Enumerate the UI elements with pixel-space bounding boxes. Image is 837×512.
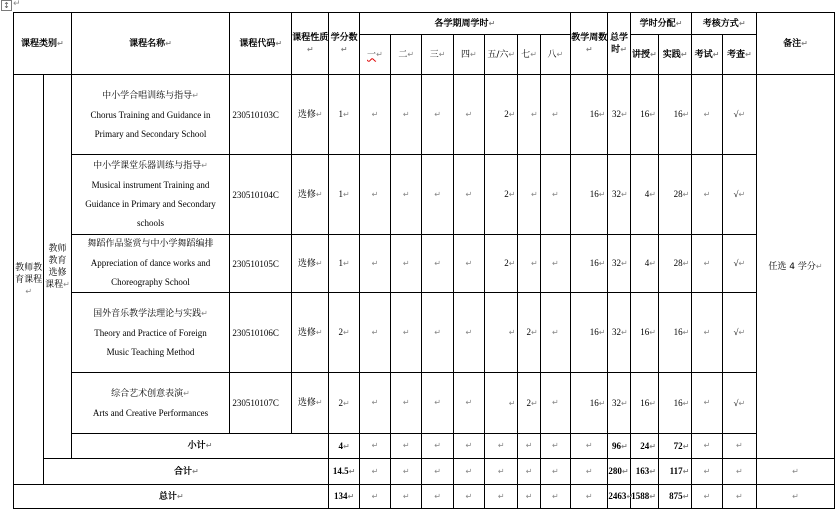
header-semester-8: 八↵ xyxy=(540,35,570,75)
subtotal-practice: 72↵ xyxy=(658,434,691,459)
exam-cell: ↵ xyxy=(692,434,722,459)
sem2-cell: ↵ xyxy=(391,459,422,485)
header-teaching-weeks: 教学周数↵ xyxy=(571,13,608,75)
header-lecture: 讲授↵ xyxy=(630,35,658,75)
check-cell: √↵ xyxy=(722,293,756,373)
check-cell: ↵ xyxy=(722,459,756,485)
course-table xyxy=(13,12,835,509)
sem3-cell: ↵ xyxy=(422,485,453,509)
grand-total-credits: 134↵ xyxy=(329,485,359,509)
sem8-cell: ↵ xyxy=(540,235,570,293)
total-credits: 14.5↵ xyxy=(329,459,359,485)
header-row-1 xyxy=(14,13,835,35)
check-cell: √↵ xyxy=(722,75,756,155)
header-semester-4: 四↵ xyxy=(453,35,484,75)
weeks-cell: 16↵ xyxy=(571,293,608,373)
sem7-cell: ↵ xyxy=(518,235,540,293)
header-course-code: 课程代码↵ xyxy=(230,13,292,75)
exam-cell: ↵ xyxy=(692,373,722,434)
course-code-cell: 230510105C xyxy=(230,235,292,293)
course-nature-cell: 选修↵ xyxy=(292,373,329,434)
check-cell: √↵ xyxy=(722,373,756,434)
sem3-cell: ↵ xyxy=(422,75,453,155)
sem56-cell: ↵ xyxy=(485,485,518,509)
subtotal-row xyxy=(14,434,835,459)
total-total-hours: 280↵ xyxy=(608,459,630,485)
sem2-cell: ↵ xyxy=(391,75,422,155)
header-semester-3: 三↵ xyxy=(422,35,453,75)
sem2-cell: ↵ xyxy=(391,373,422,434)
practice-cell: 16↵ xyxy=(658,373,691,434)
course-nature-cell: 选修↵ xyxy=(292,293,329,373)
sem4-cell: ↵ xyxy=(453,434,484,459)
header-check: 考查↵ xyxy=(722,35,756,75)
lecture-cell: 16↵ xyxy=(630,293,658,373)
exam-cell: ↵ xyxy=(692,235,722,293)
sem4-cell: ↵ xyxy=(453,75,484,155)
header-semester-1: 一↵ xyxy=(359,35,390,75)
sem7-cell: ↵ xyxy=(518,485,540,509)
course-code-cell: 230510103C xyxy=(230,75,292,155)
grand-total-hours: 2463↵ xyxy=(608,485,630,509)
course-name-cell: 国外音乐教学法理论与实践↵ Theory and Practice of Foreign Music Teaching Method xyxy=(71,293,230,373)
weeks-cell: ↵ xyxy=(571,485,608,509)
weeks-cell: ↵ xyxy=(571,459,608,485)
sem56-cell: ↵ xyxy=(485,434,518,459)
sem4-cell: ↵ xyxy=(453,293,484,373)
sem3-cell: ↵ xyxy=(422,434,453,459)
sem2-cell: ↵ xyxy=(391,235,422,293)
lecture-cell: 16↵ xyxy=(630,75,658,155)
lecture-cell: 4↵ xyxy=(630,235,658,293)
sem8-cell: ↵ xyxy=(540,155,570,235)
sem3-cell: ↵ xyxy=(422,155,453,235)
credits-cell: 1↵ xyxy=(329,75,359,155)
header-practice: 实践↵ xyxy=(658,35,691,75)
header-course-name: 课程名称↵ xyxy=(71,13,230,75)
header-remarks: 备注↵ xyxy=(757,13,835,75)
sem56-cell: 2↵ xyxy=(485,75,518,155)
course-code-cell: 230510106C xyxy=(230,293,292,373)
table-row xyxy=(14,373,835,434)
paragraph-mark: ↵ xyxy=(13,0,21,9)
course-code-cell: 230510104C xyxy=(230,155,292,235)
credits-cell: 1↵ xyxy=(329,235,359,293)
header-semester-2: 二↵ xyxy=(391,35,422,75)
grand-total-lecture: 1588↵ xyxy=(630,485,658,509)
sem7-cell: 2↵ xyxy=(518,293,540,373)
subtotal-total-hours: 96↵ xyxy=(608,434,630,459)
weeks-cell: 16↵ xyxy=(571,235,608,293)
sem8-cell: ↵ xyxy=(540,434,570,459)
sem3-cell: ↵ xyxy=(422,373,453,434)
sem7-cell: 2↵ xyxy=(518,373,540,434)
exam-cell: ↵ xyxy=(692,75,722,155)
lecture-cell: 4↵ xyxy=(630,155,658,235)
header-category: 课程类别↵ xyxy=(14,13,72,75)
sem1-cell: ↵ xyxy=(359,235,390,293)
header-semester-7: 七↵ xyxy=(518,35,540,75)
course-name-cell: 舞蹈作品鉴赏与中小学舞蹈编排 Appreciation of dance works and Choreography School xyxy=(71,235,230,293)
total-row xyxy=(14,459,835,485)
total-hours-cell: 32↵ xyxy=(608,155,630,235)
sem8-cell: ↵ xyxy=(540,373,570,434)
sem8-cell: ↵ xyxy=(540,459,570,485)
sem56-cell: 2↵ xyxy=(485,235,518,293)
sem1-cell: ↵ xyxy=(359,155,390,235)
sem2-cell: ↵ xyxy=(391,434,422,459)
subtotal-label: 小计↵ xyxy=(71,434,329,459)
subtotal-lecture: 24↵ xyxy=(630,434,658,459)
total-lecture: 163↵ xyxy=(630,459,658,485)
check-cell: ↵ xyxy=(722,485,756,509)
sem1-cell: ↵ xyxy=(359,459,390,485)
weeks-cell: 16↵ xyxy=(571,373,608,434)
sem56-cell: 2↵ xyxy=(485,155,518,235)
sem7-cell: ↵ xyxy=(518,155,540,235)
practice-cell: 16↵ xyxy=(658,293,691,373)
weeks-cell: ↵ xyxy=(571,434,608,459)
header-assessment: 考核方式↵ xyxy=(692,13,757,35)
sem56-cell: ↵ xyxy=(485,459,518,485)
weeks-cell: 16↵ xyxy=(571,155,608,235)
table-row xyxy=(14,75,835,155)
course-name-cell: 中小学合唱训练与指导↵ Chorus Training and Guidance in Primary and Secondary School xyxy=(71,75,230,155)
header-total-hours: 总学时↵ xyxy=(608,13,630,75)
course-code-cell: 230510107C xyxy=(230,373,292,434)
sem3-cell: ↵ xyxy=(422,459,453,485)
sem1-cell: ↵ xyxy=(359,485,390,509)
header-course-nature: 课程性质↵ xyxy=(292,13,329,75)
sem2-cell: ↵ xyxy=(391,293,422,373)
sem3-cell: ↵ xyxy=(422,235,453,293)
check-cell: √↵ xyxy=(722,155,756,235)
sem56-cell: ↵ xyxy=(485,293,518,373)
credits-cell: 2↵ xyxy=(329,373,359,434)
credits-cell: 1↵ xyxy=(329,155,359,235)
exam-cell: ↵ xyxy=(692,293,722,373)
sem4-cell: ↵ xyxy=(453,235,484,293)
practice-cell: 28↵ xyxy=(658,155,691,235)
exam-cell: ↵ xyxy=(692,155,722,235)
subtotal-credits: 4↵ xyxy=(329,434,359,459)
total-hours-cell: 32↵ xyxy=(608,373,630,434)
sem8-cell: ↵ xyxy=(540,293,570,373)
course-nature-cell: 选修↵ xyxy=(292,75,329,155)
check-cell: √↵ xyxy=(722,235,756,293)
total-label: 合计↵ xyxy=(44,459,329,485)
total-practice: 117↵ xyxy=(658,459,691,485)
grand-total-practice: 875↵ xyxy=(658,485,691,509)
sem4-cell: ↵ xyxy=(453,155,484,235)
table-move-handle-icon[interactable]: ↕ xyxy=(1,0,12,11)
table-row xyxy=(14,155,835,235)
grand-total-label: 总计↵ xyxy=(14,485,329,509)
category-sub-cell: 教师教育选修课程↵ xyxy=(44,75,71,459)
lecture-cell: 16↵ xyxy=(630,373,658,434)
check-cell: ↵ xyxy=(722,434,756,459)
sem7-cell: ↵ xyxy=(518,75,540,155)
remarks-cell: ↵ xyxy=(757,459,835,485)
exam-cell: ↵ xyxy=(692,459,722,485)
table-row xyxy=(14,293,835,373)
practice-cell: 28↵ xyxy=(658,235,691,293)
total-hours-cell: 32↵ xyxy=(608,235,630,293)
sem1-cell: ↵ xyxy=(359,75,390,155)
sem2-cell: ↵ xyxy=(391,485,422,509)
weeks-cell: 16↵ xyxy=(571,75,608,155)
grand-total-row xyxy=(14,485,835,509)
table-row xyxy=(14,235,835,293)
header-weekly-hours: 各学期周学时↵ xyxy=(359,13,570,35)
header-semester-5-6: 五/六↵ xyxy=(485,35,518,75)
sem4-cell: ↵ xyxy=(453,373,484,434)
remarks-cell: 任选 4 学分↵ xyxy=(757,75,835,459)
sem3-cell: ↵ xyxy=(422,293,453,373)
exam-cell: ↵ xyxy=(692,485,722,509)
sem4-cell: ↵ xyxy=(453,485,484,509)
remarks-cell: ↵ xyxy=(757,485,835,509)
sem4-cell: ↵ xyxy=(453,459,484,485)
category-main-cell: 教师教育课程↵ xyxy=(14,75,44,485)
sem7-cell: ↵ xyxy=(518,434,540,459)
total-hours-cell: 32↵ xyxy=(608,75,630,155)
header-credits: 学分数↵ xyxy=(329,13,359,75)
course-nature-cell: 选修↵ xyxy=(292,235,329,293)
sem8-cell: ↵ xyxy=(540,75,570,155)
header-exam: 考试↵ xyxy=(692,35,722,75)
sem1-cell: ↵ xyxy=(359,434,390,459)
course-name-cell: 中小学课堂乐器训练与指导↵ Musical instrument Training and Guidance in Primary and Secondary schools xyxy=(71,155,230,235)
practice-cell: 16↵ xyxy=(658,75,691,155)
credits-cell: 2↵ xyxy=(329,293,359,373)
course-nature-cell: 选修↵ xyxy=(292,155,329,235)
header-hour-split: 学时分配↵ xyxy=(630,13,692,35)
sem2-cell: ↵ xyxy=(391,155,422,235)
sem7-cell: ↵ xyxy=(518,459,540,485)
sem56-cell: ↵ xyxy=(485,373,518,434)
sem1-cell: ↵ xyxy=(359,373,390,434)
course-name-cell: 综合艺术创意表演↵ Arts and Creative Performances xyxy=(71,373,230,434)
sem8-cell: ↵ xyxy=(540,485,570,509)
sem1-cell: ↵ xyxy=(359,293,390,373)
total-hours-cell: 32↵ xyxy=(608,293,630,373)
